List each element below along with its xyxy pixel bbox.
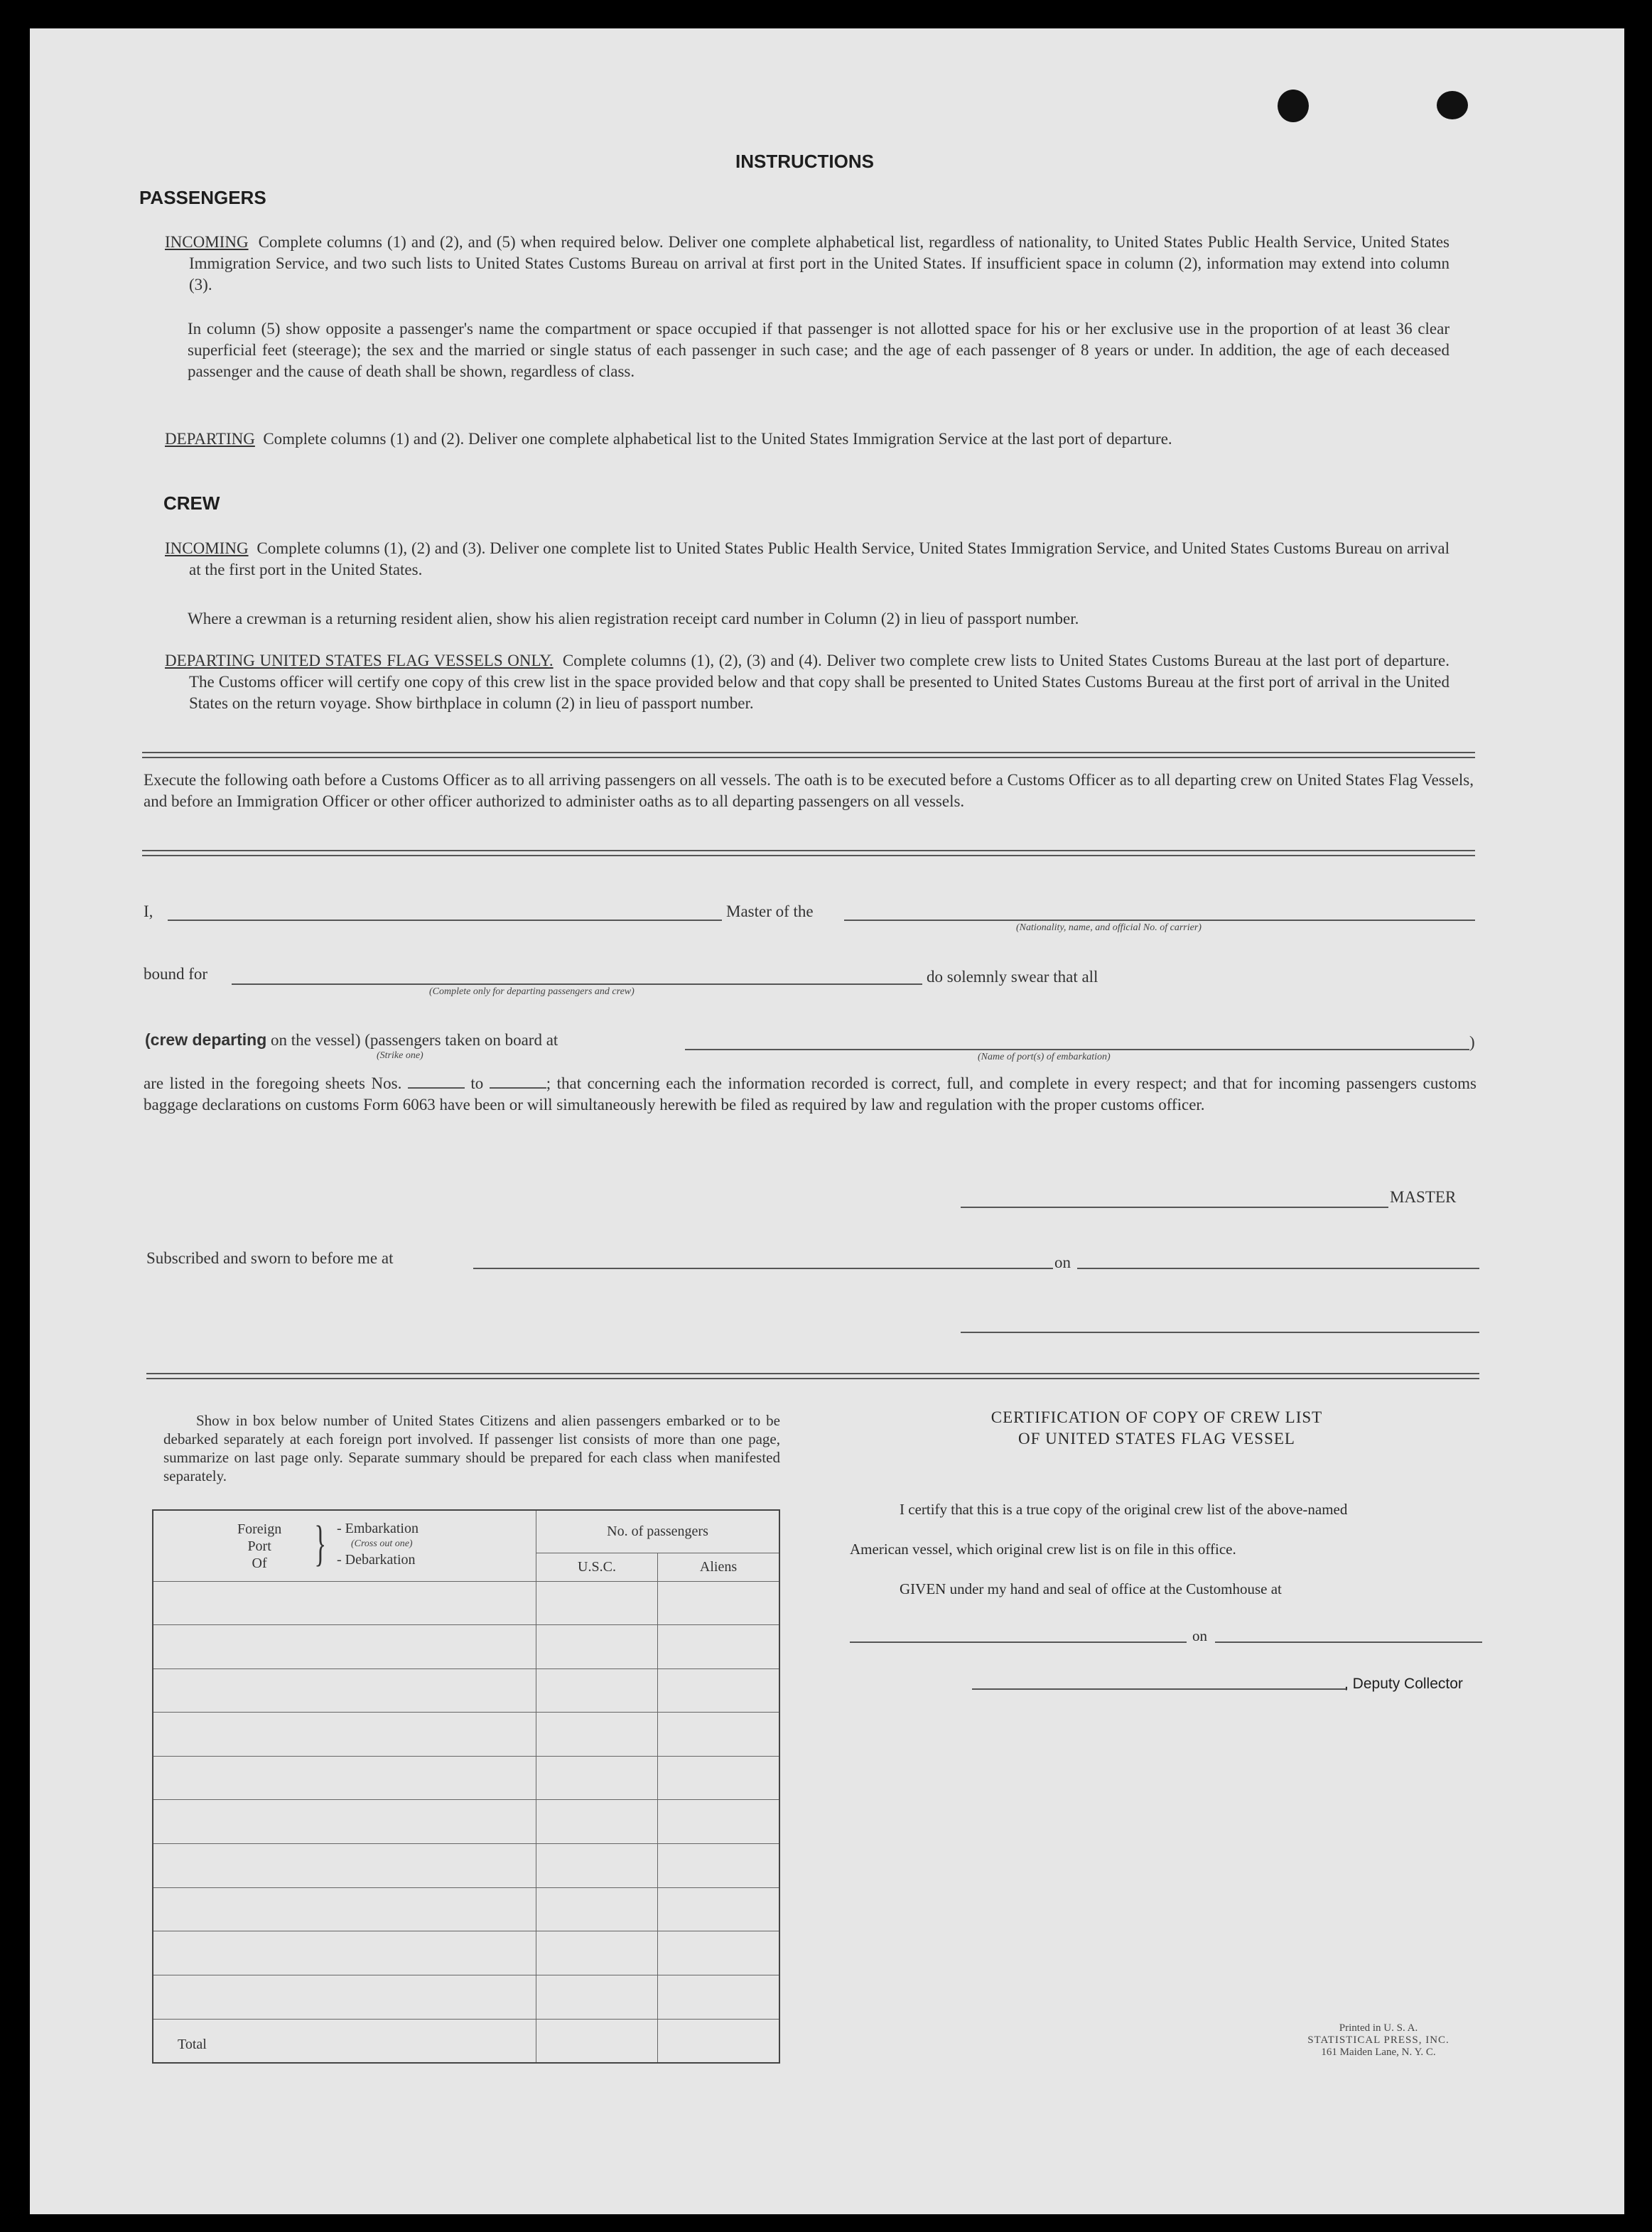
table-header-row — [153, 1510, 779, 1553]
no-passengers-header: No. of passengers — [536, 1510, 780, 1553]
table-row[interactable] — [153, 1581, 779, 1625]
brace-icon: } — [314, 1516, 327, 1571]
crew-departing-text-bold: (crew departing — [145, 1030, 267, 1049]
table-row[interactable] — [153, 1625, 779, 1669]
box-instructions: Show in box below number of United States Citizens and alien passengers embarked or to be debarked separately at each foreign port involved. If passenger list consists of more than one page, summarize on last page only. Separate summary should be prepared for each class when manifested separately. — [163, 1412, 780, 1484]
aliens-header: Aliens — [658, 1553, 780, 1581]
punch-hole-right — [1437, 91, 1468, 119]
crew-incoming-text: Complete columns (1), (2) and (3). Deliver one complete list to United States Public Health Service, United States Immigration Service, and United States Customs Bureau on arrival at the first port in the United States. — [189, 539, 1449, 578]
master-name-line[interactable] — [168, 920, 722, 921]
subscribed-date-line[interactable] — [1077, 1268, 1479, 1269]
strike-one-caption: (Strike one) — [377, 1050, 423, 1061]
crew-departing-option — [145, 1029, 558, 1051]
on-the-vessel-text: on the vessel) — [271, 1031, 361, 1049]
debarkation-label: - Debarkation — [337, 1552, 416, 1568]
bound-for-label: bound for — [144, 965, 208, 983]
carrier-line[interactable] — [844, 920, 1475, 921]
divider-2 — [142, 850, 1475, 856]
master-label: MASTER — [1390, 1188, 1457, 1206]
port-label-foreign: Foreign — [237, 1521, 282, 1537]
bound-for-caption: (Complete only for departing passengers and crew) — [429, 986, 635, 997]
crew-resident-paragraph: Where a crewman is a returning resident alien, show his alien registration receipt card number in Column (2) in lieu of passport number. — [188, 610, 1079, 627]
master-of-the-label: Master of the — [726, 902, 814, 920]
solemnly-swear-label: do solemnly swear that all — [927, 968, 1098, 986]
crew-departing-text: Complete columns (1), (2), (3) and (4). Deliver two complete crew lists to United States Customs Bureau at the last port of departure. The Customs officer will certify one copy of this crew list in the space provided below and that copy shall be presented to United States Customs Bureau at the first port of arrival in the United States on the return voyage. Show birthplace in column (2) in lieu of passport number. — [189, 652, 1450, 712]
sheets-suffix: ; that concerning each the information recorded is correct, full, and complete in every respect; and that for incoming passengers customs baggage declarations on customs Form 6063 have been or will simultaneously herewith be filed as required by law and regulation with the proper customs officer. — [144, 1074, 1476, 1114]
customhouse-line[interactable] — [850, 1641, 1187, 1643]
table-row[interactable] — [153, 1975, 779, 2019]
column5-paragraph: In column (5) show opposite a passenger's name the compartment or space occupied if that passenger is not allotted space for his or her exclusive use in the proportion of at least 36 clear superficial feet (steerage); the sex and the married or single status of each passenger in such case; and the age of each passenger of 8 years or under. In addition, the age of each deceased passenger and the cause of death shall be shown, regardless of class. — [188, 320, 1449, 380]
subscribed-on-label: on — [1054, 1254, 1071, 1271]
oath-i-label: I, — [144, 902, 153, 920]
table-row[interactable] — [153, 1668, 779, 1713]
table-row[interactable] — [153, 1713, 779, 1757]
ports-caption: (Name of port(s) of embarkation) — [978, 1052, 1111, 1062]
sheets-paragraph — [144, 1073, 1476, 1116]
crew-departing-label: DEPARTING UNITED STATES FLAG VESSELS ONLY. — [165, 652, 554, 669]
subscribed-label: Subscribed and sworn to before me at — [146, 1249, 394, 1267]
printer-imprint — [1258, 2022, 1499, 2059]
total-row[interactable] — [153, 2019, 779, 2063]
sheets-to: to — [470, 1074, 484, 1092]
nationality-caption: (Nationality, name, and official No. of carrier) — [1016, 922, 1202, 933]
cross-out-caption: (Cross out one) — [351, 1538, 413, 1549]
printer-line-3: 161 Maiden Lane, N. Y. C. — [1321, 2047, 1436, 2058]
table-row[interactable] — [153, 1844, 779, 1888]
oath-instructions: Execute the following oath before a Customs Officer as to all arriving passengers on all vessels. The oath is to be executed before a Customs Officer as to all departing crew on United States Flag Vessels, and before an Immigration Officer or other officer authorized to administer oaths as to all departing passengers on all vessels. — [144, 771, 1474, 810]
close-paren: ) — [1469, 1033, 1475, 1051]
printer-line-2: STATISTICAL PRESS, INC. — [1307, 2034, 1449, 2046]
ports-line[interactable] — [685, 1049, 1469, 1050]
crew-heading: CREW — [163, 492, 220, 514]
crew-incoming-paragraph — [165, 538, 1449, 581]
passengers-incoming-text: Complete columns (1) and (2), and (5) when required below. Deliver one complete alphabetical list, regardless of nationality, to United States Public Health Service, United States Immigration Service, and two such lists to United States Customs Bureau on arrival at first port in the United States. If insufficient space in column (2), information may extend into column (3). — [189, 233, 1450, 293]
divider-1 — [142, 752, 1475, 758]
sheet-from-line[interactable] — [408, 1087, 465, 1089]
port-label-port: Port — [247, 1538, 271, 1554]
port-label-of: Of — [252, 1556, 267, 1571]
passengers-taken-text: (passengers taken on board at — [365, 1031, 558, 1049]
passengers-heading: PASSENGERS — [139, 187, 266, 208]
embarkation-label: - Embarkation — [337, 1521, 419, 1536]
punch-hole-left — [1278, 90, 1309, 122]
given-line: GIVEN under my hand and seal of office at the Customhouse at — [900, 1580, 1282, 1597]
certification-title-1: CERTIFICATION OF COPY OF CREW LIST — [990, 1408, 1323, 1426]
passenger-count-table — [152, 1509, 780, 2064]
usc-header: U.S.C. — [536, 1553, 658, 1581]
sheets-prefix: are listed in the foregoing sheets Nos. — [144, 1074, 402, 1092]
page-title: INSTRUCTIONS — [735, 151, 874, 172]
deputy-signature-line[interactable] — [972, 1688, 1347, 1690]
subscribed-place-line[interactable] — [473, 1268, 1053, 1269]
master-signature-line[interactable] — [961, 1207, 1388, 1208]
certify-line-1: I certify that this is a true copy of the original crew list of the above-named — [900, 1501, 1348, 1518]
port-header-cell — [153, 1510, 536, 1581]
table-row[interactable] — [153, 1756, 779, 1800]
certification-date-line[interactable] — [1215, 1641, 1482, 1643]
total-label: Total — [153, 2019, 536, 2063]
passengers-departing-paragraph — [165, 428, 1449, 450]
passengers-incoming-paragraph — [165, 232, 1449, 296]
passengers-incoming-label: INCOMING — [165, 233, 249, 251]
printer-line-1: Printed in U. S. A. — [1339, 2022, 1418, 2034]
certification-title-2: OF UNITED STATES FLAG VESSEL — [1018, 1430, 1295, 1447]
divider-3 — [146, 1373, 1479, 1379]
bound-for-line[interactable] — [232, 983, 922, 985]
certify-line-2: American vessel, which original crew list is on file in this office. — [850, 1541, 1236, 1558]
certification-on-label: on — [1192, 1627, 1207, 1644]
crew-incoming-label: INCOMING — [165, 539, 249, 557]
table-row[interactable] — [153, 1887, 779, 1931]
table-row[interactable] — [153, 1800, 779, 1844]
deputy-collector-label: , Deputy Collector — [1344, 1676, 1463, 1692]
sheet-to-line[interactable] — [490, 1087, 546, 1089]
table-row[interactable] — [153, 1931, 779, 1975]
passengers-departing-label: DEPARTING — [165, 430, 255, 448]
crew-departing-paragraph — [165, 650, 1449, 714]
officer-signature-line[interactable] — [961, 1332, 1479, 1333]
passengers-departing-text: Complete columns (1) and (2). Deliver one complete alphabetical list to the United States Immigration Service at the last port of departure. — [263, 430, 1172, 448]
